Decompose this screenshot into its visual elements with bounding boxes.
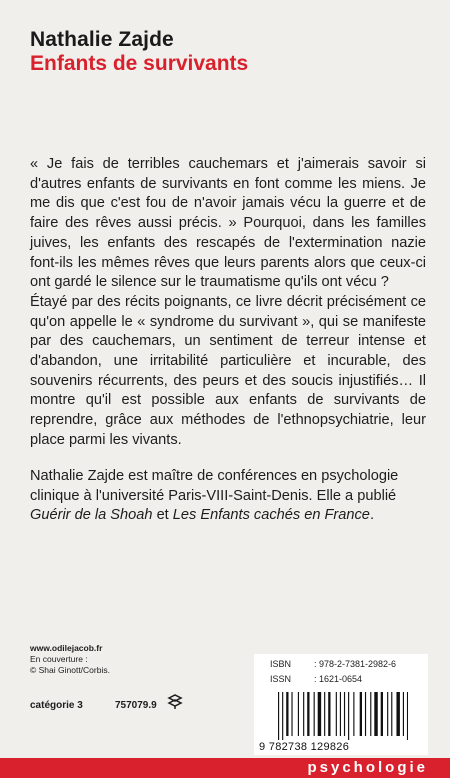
bio-paragraph xyxy=(30,467,430,526)
barcode-bar xyxy=(381,692,383,736)
barcode-bar xyxy=(324,692,325,736)
author-bio xyxy=(30,467,430,526)
barcode-bar xyxy=(387,692,388,736)
cover-credit: © Shai Ginott/Corbis. xyxy=(30,665,110,675)
barcode-bar xyxy=(403,692,404,736)
bio-text-after: . xyxy=(369,507,374,524)
barcode-bar xyxy=(318,692,321,736)
blurb xyxy=(30,155,426,451)
collection-name: psychologie xyxy=(307,759,428,776)
collection-band xyxy=(0,758,450,778)
category-label: catégorie 3 xyxy=(30,700,83,711)
isbn-block xyxy=(254,654,428,755)
barcode-bar xyxy=(314,692,315,736)
blurb-paragraph-1: « Je fais de terribles cauchemars et j'aimerais savoir si d'autres enfants de survivants en font comme les miens. Je me dis que c'est fou de n'avoir jamais vécu la guerre et de faire des rêves aussi précis. » Pourquoi, dans les familles juives, les enfants des rescapés de l'extermination nazie font-ils les mêmes rêves que leurs parents alors que ceux-ci ont gardé le silence sur le traumatisme qu'ils ont vécu ? xyxy=(30,156,426,291)
barcode-bar xyxy=(303,692,304,736)
blurb-paragraph-2: Étayé par des récits poignants, ce livre décrit précisément ce qu'on appelle le « syndrome du survivant », qui se manifeste par des cauchemars, un sentiment de terreur intense et d'abandon, une irritabilité particulière et incurable, des souvenirs récurrents, des peurs et des soucis injustifiés… Il montre qu'il est possible aux enfants de survivants de reprendre, grâce aux méthodes de l'ethnopsychiatrie, leur place parmi les vivants. xyxy=(30,293,426,448)
barcode-number: 9 782738 129826 xyxy=(259,741,350,753)
product-code: 757079.9 xyxy=(115,700,157,711)
bio-book-2: Les Enfants cachés en France xyxy=(172,507,370,524)
bio-text-before: Nathalie Zajde est maître de conférences en psychologie clinique à l'université Paris-VIII-Saint-Denis. Elle a publié xyxy=(30,468,399,504)
barcode xyxy=(276,692,408,740)
issn-value: : 1621-0654 xyxy=(314,674,363,684)
issn-line xyxy=(270,674,362,684)
publisher-website: www.odilejacob.fr xyxy=(30,643,103,653)
barcode-bar xyxy=(365,692,366,736)
barcode-bar xyxy=(298,692,299,736)
barcode-bar xyxy=(370,692,371,736)
barcode-bar xyxy=(396,692,399,736)
issn-label: ISSN xyxy=(270,674,292,684)
bio-text-middle: et xyxy=(152,507,173,524)
barcode-bar xyxy=(328,692,330,736)
barcode-bar xyxy=(286,692,288,736)
isbn-line xyxy=(270,659,396,669)
isbn-label: ISBN xyxy=(270,659,292,669)
barcode-bar xyxy=(353,692,354,736)
publisher-info xyxy=(30,643,110,676)
isbn-value: : 978-2-7381-2982-6 xyxy=(314,659,397,669)
barcode-bar xyxy=(407,692,408,740)
barcode-bar xyxy=(348,692,349,740)
barcode-bar xyxy=(307,692,309,736)
bio-book-1: Guérir de la Shoah xyxy=(30,507,153,524)
barcode-bar xyxy=(282,692,283,740)
author-name: Nathalie Zajde xyxy=(30,28,174,51)
barcode-bar xyxy=(374,692,377,736)
barcode-bar xyxy=(340,692,341,736)
header xyxy=(30,28,248,76)
barcode-bar xyxy=(278,692,279,740)
book-title: Enfants de survivants xyxy=(30,52,249,75)
barcode-bar xyxy=(360,692,362,736)
cover-label: En couverture : xyxy=(30,654,88,664)
publisher-logo-icon xyxy=(167,694,183,715)
barcode-bar xyxy=(336,692,337,736)
barcode-bar xyxy=(391,692,392,736)
barcode-bar xyxy=(344,692,345,736)
barcode-bar xyxy=(291,692,292,736)
